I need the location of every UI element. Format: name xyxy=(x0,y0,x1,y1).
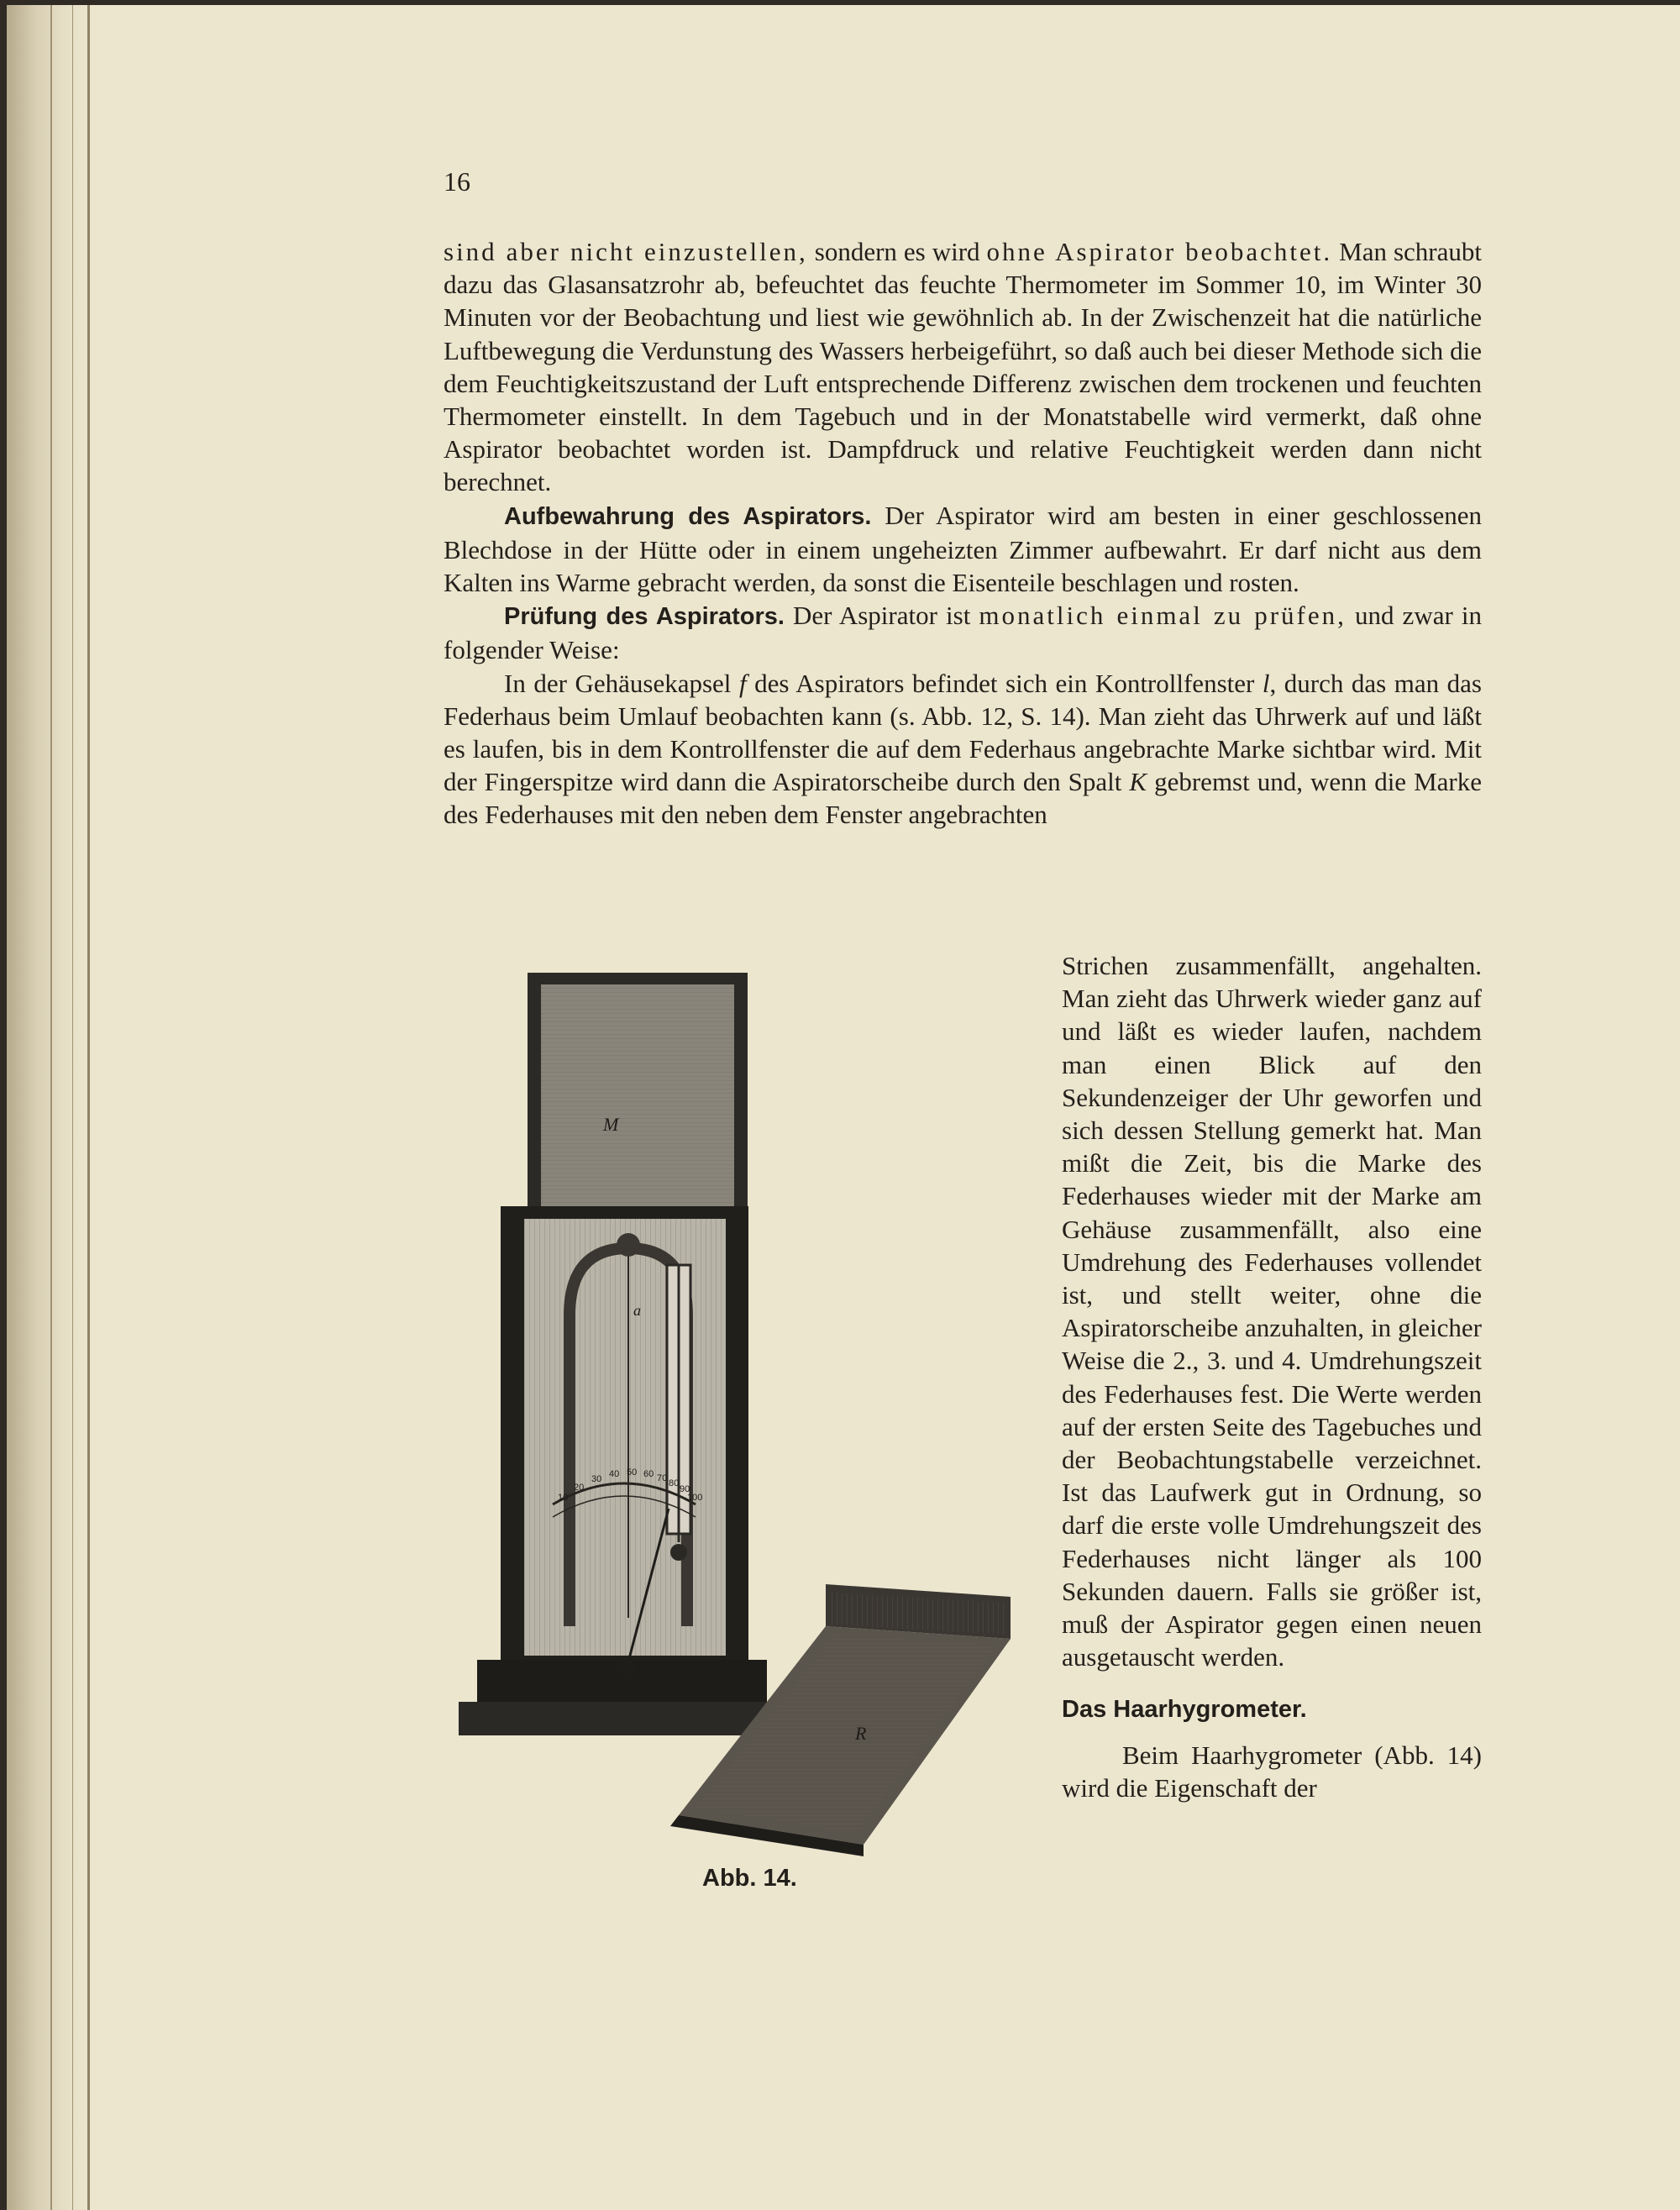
gutter-line xyxy=(72,5,73,2210)
text-run: gebremst und, wenn die Marke des Federhauses mit den neben dem Fenster angebrachten xyxy=(444,767,1482,830)
text-run: sondern es wird xyxy=(807,237,987,266)
scale-number: 20 xyxy=(574,1483,585,1493)
run-in-heading: Aufbewahrung des Aspirators. xyxy=(504,502,872,530)
text-run: , durch das man das Federhaus beim Umlauf beobachten kann (s. Abb. 12, S. 14). Man zieht das Uhrwerk auf und läßt es laufen, bis in dem Kontrollfenster die auf dem Federhaus angebrachte Marke sichtbar wird. Mit der Fingerspitze wird dann die Aspiratorscheibe durch den Spalt xyxy=(444,668,1482,797)
hair-clamp xyxy=(617,1233,640,1257)
scale-number: 60 xyxy=(643,1469,654,1479)
figure-label-r: R xyxy=(855,1723,867,1744)
paragraph-procedure xyxy=(444,667,1482,832)
text-run: f xyxy=(738,668,747,698)
figure-label-m: M xyxy=(603,1114,619,1135)
text-run: l xyxy=(1262,668,1270,698)
pointer-pivot xyxy=(617,1660,637,1680)
side-column-text xyxy=(1062,949,1482,1804)
run-in-heading: Prüfung des Aspirators. xyxy=(504,603,785,631)
scale-number: 10 xyxy=(558,1493,569,1503)
section-heading: Das Haarhygrometer. xyxy=(1062,1696,1307,1724)
text-run: Beim Haarhygrometer (Abb. 14) wird die Eigenschaft der xyxy=(1062,1740,1482,1803)
figure-aspirator-box xyxy=(444,963,1048,1895)
lid-shading xyxy=(541,984,734,1220)
case-body xyxy=(459,1206,786,1735)
scale-number: 40 xyxy=(609,1469,620,1479)
gutter-line xyxy=(87,5,90,2210)
text-run: Der Aspirator wird am besten in einer geschlossenen Blechdose in der Hütte oder in einem ungeheizten Zimmer aufbewahrt. Er darf nicht aus dem Kalten ins Warme gebracht werden, da sonst die Eisenteile beschlagen und rosten. xyxy=(444,500,1482,598)
figure-label-a: a xyxy=(633,1302,641,1319)
text-run: ohne Aspirator beobachtet. xyxy=(986,237,1333,266)
scale-number: 90 xyxy=(680,1484,690,1494)
text-run: Der Aspirator ist xyxy=(784,601,979,631)
open-lid xyxy=(528,973,748,1225)
scale-number: 30 xyxy=(591,1474,602,1484)
page-number: 16 xyxy=(444,166,470,197)
paragraph-no-aspirator xyxy=(444,235,1482,499)
figure-caption: Abb. 14. xyxy=(702,1865,797,1892)
paragraph-storage xyxy=(444,499,1482,600)
scale-number: 80 xyxy=(669,1478,680,1488)
figure-illustration xyxy=(444,963,1048,1895)
book-page xyxy=(7,5,1680,2210)
text-run: sind aber nicht einzustellen, xyxy=(444,237,808,266)
text-run: Man schraubt dazu das Glasansatzrohr ab, befeuchtet das feuchte Thermometer im Sommer 10, im Winter 30 Minuten vor der Beobachtung und liest wie gewöhnlich ab. In der Zwischenzeit hat die natürliche Luftbewegung die Verdunstung des Wassers herbeigeführt, so daß auch bei dieser Methode sich die dem Feuchtigkeitszustand der Luft entsprechende Differenz zwischen dem trockenen und feuchten Thermometer einstellt. In dem Tagebuch und in der Monatstabelle wird vermerkt, daß ohne Aspirator beobachtet worden ist. Dampfdruck und relative Feuchtigkeit werden dann nicht berechnet. xyxy=(444,237,1482,497)
text-run: und zwar in folgender Weise: xyxy=(444,601,1482,665)
thermometer-bulb xyxy=(670,1544,687,1561)
paragraph-hygrometer xyxy=(1062,1739,1482,1804)
paragraph-procedure-continued xyxy=(1062,949,1482,1673)
gutter-line xyxy=(50,5,52,2210)
scale-number: 70 xyxy=(657,1473,668,1483)
scale-number: 50 xyxy=(627,1467,638,1478)
body-text xyxy=(444,235,1482,832)
text-run: monatlich einmal zu prüfen, xyxy=(979,601,1347,631)
text-run: Strichen zusammenfällt, angehalten. Man zieht das Uhrwerk wieder ganz auf und läßt es wieder laufen, nachdem man einen Blick auf den Sekundenzeiger der Uhr geworfen und sich dessen Stellung gemerkt hat. Man mißt die Zeit, bis die Marke des Federhauses wieder mit der Marke am Gehäuse zusammenfällt, also eine Umdrehung des Federhauses vollendet ist, und stellt weiter, ohne die Aspiratorscheibe anzuhalten, in gleicher Weise die 2., 3. und 4. Umdrehungszeit des Federhauses fest. Die Werte werden auf der ersten Seite des Tagebuches und der Beobachtungstabelle verzeichnet. Ist das Laufwerk gut in Ordnung, so darf die erste volle Umdrehungszeit des Federhauses nicht länger als 100 Sekunden dauern. Falls sie größer ist, muß der Aspirator gegen einen neuen ausgetauscht werden. xyxy=(1062,951,1482,1672)
text-run: des Aspirators befindet sich ein Kontrollfenster xyxy=(746,668,1263,698)
page-gutter xyxy=(7,5,91,2210)
case-plinth xyxy=(459,1702,786,1735)
text-run: In der Gehäusekapsel xyxy=(504,668,739,698)
case-shading xyxy=(524,1219,726,1656)
text-run: K xyxy=(1129,767,1147,797)
paragraph-testing xyxy=(444,599,1482,666)
scale-number: 100 xyxy=(687,1493,703,1503)
